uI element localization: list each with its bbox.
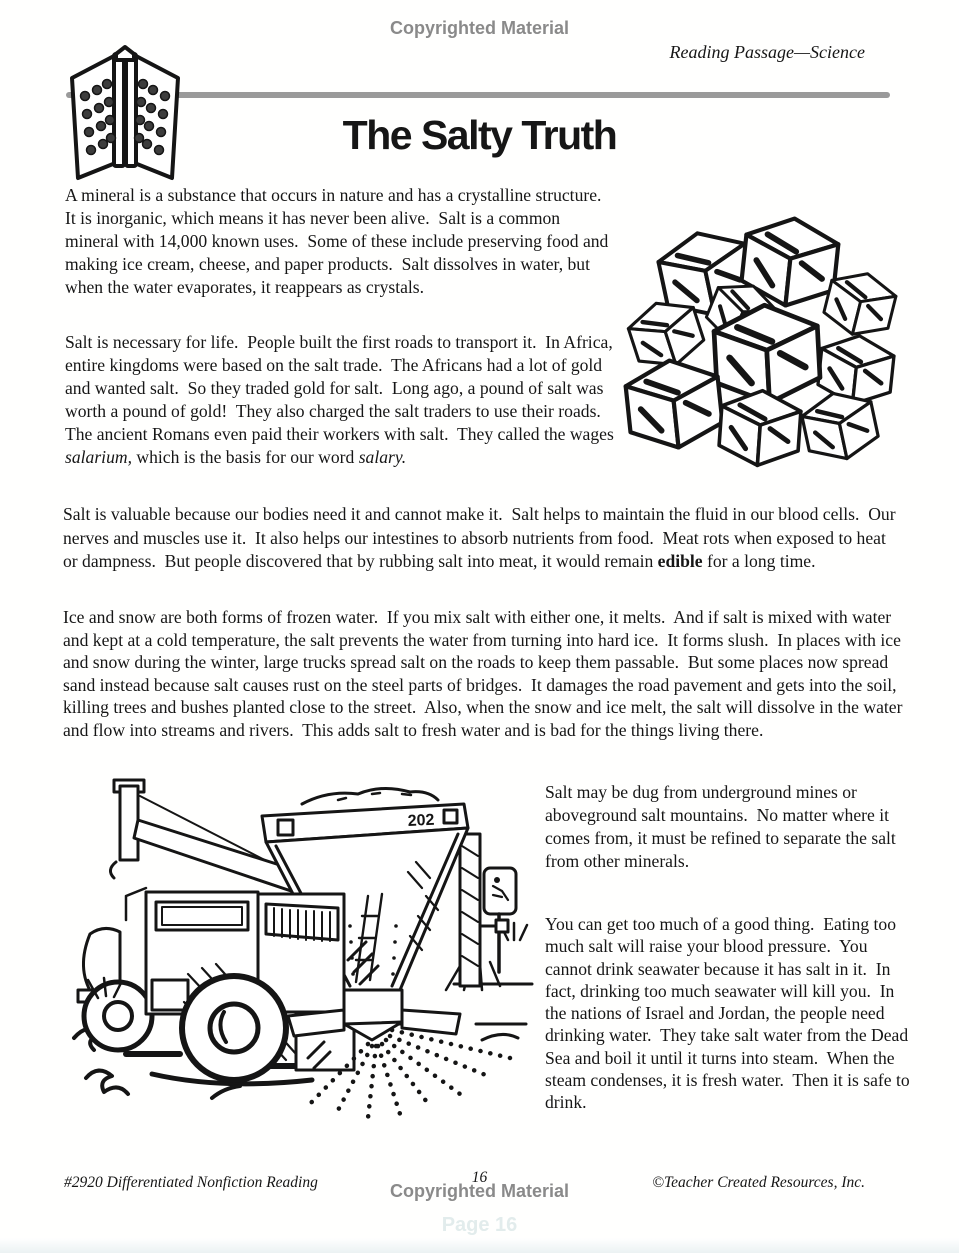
truck-number-label: 202 xyxy=(407,811,435,830)
page-title: The Salty Truth xyxy=(342,112,617,158)
book-logo-icon xyxy=(58,44,192,186)
salt-crystals-illustration xyxy=(610,202,900,484)
paragraph-1: A mineral is a substance that occurs in nature and has a crystalline structure. It is inorganic, which means it has never been alive. Salt is a common mineral with 14,000 known uses. Some of these include preserving food and making ice cream, cheese, and paper products. Salt dissolves in water, but when the water evaporates, it reappears as crystals. xyxy=(65,185,613,297)
italic-word-salary: salary. xyxy=(358,447,407,467)
copyright-watermark-bottom: Copyrighted Material xyxy=(389,1181,570,1201)
paragraph-3-text: Salt is valuable because our bodies need it and cannot make it. Salt helps to maintain the fluid in our blood cells. Our nerves and muscles use it. It also helps our intestines to absorb nutrients from food. Meat rots when exposed to heat or dampness. But people discovered that by rubbing salt into meat, it would remain xyxy=(63,504,900,571)
footer-book-id: #2920 Differentiated Nonfiction Reading xyxy=(64,1174,318,1191)
italic-word-salarium: salarium, xyxy=(65,447,132,467)
page-number: 16 xyxy=(471,1169,488,1186)
bold-word-edible: edible xyxy=(657,551,703,571)
header-passage-type: Reading Passage—Science xyxy=(669,42,865,62)
paragraph-3 xyxy=(63,503,903,574)
paragraph-5: Salt may be dug from underground mines or aboveground salt mountains. No matter where it comes from, it must be refined to separate the salt from other minerals. xyxy=(545,782,901,871)
paragraph-3-text: for a long time. xyxy=(702,551,816,571)
copyright-watermark-top: Copyrighted Material xyxy=(389,18,570,38)
footer-publisher: ©Teacher Created Resources, Inc. xyxy=(652,1174,865,1191)
scan-edge-strip xyxy=(0,1238,959,1253)
paragraph-6: You can get too much of a good thing. Eating too much salt will raise your blood pressure. You cannot drink seawater because it has salt in it. In fact, drinking too much seawater will kill you. In the nations of Israel and Jordan, the people need drinking water. They take salt water from the Dead Sea and boil it until it turns into steam. When the steam condenses, it is fresh water. Then it is safe to drink. xyxy=(545,914,915,1113)
paragraph-2-text: Salt is necessary for life. People built the first roads to transport it. In Africa, entire kingdoms were based on the salt trade. The Africans had a lot of gold and wanted salt. So they traded gold for salt. Long ago, a pound of salt was worth a pound of gold! They also charged the salt traders to use their roads. The ancient Romans even paid their workers with salt. They called the wages xyxy=(65,332,619,444)
paragraph-2 xyxy=(65,331,617,469)
paragraph-2-text: which is the basis for our word xyxy=(131,447,359,467)
salt-truck-illustration xyxy=(56,776,534,1128)
paragraph-4: Ice and snow are both forms of frozen water. If you mix salt with either one, it melts. And if salt is mixed with water and kept at a cold temperature, the salt prevents the water from turning into hard ice. It forms slush. In places with ice and snow during the winter, large trucks spread salt on the roads to keep them passable. But some places now spread sand instead because salt causes rust on the steel parts of bridges. It damages the road pavement and gets into the soil, killing trees and bushes planted close to the street. Also, when the snow and ice melt, the salt will dissolve in the water and flow into streams and rivers. This adds salt to fresh water and is bad for the things living there. xyxy=(63,607,907,740)
faint-page-watermark: Page 16 xyxy=(441,1214,518,1236)
